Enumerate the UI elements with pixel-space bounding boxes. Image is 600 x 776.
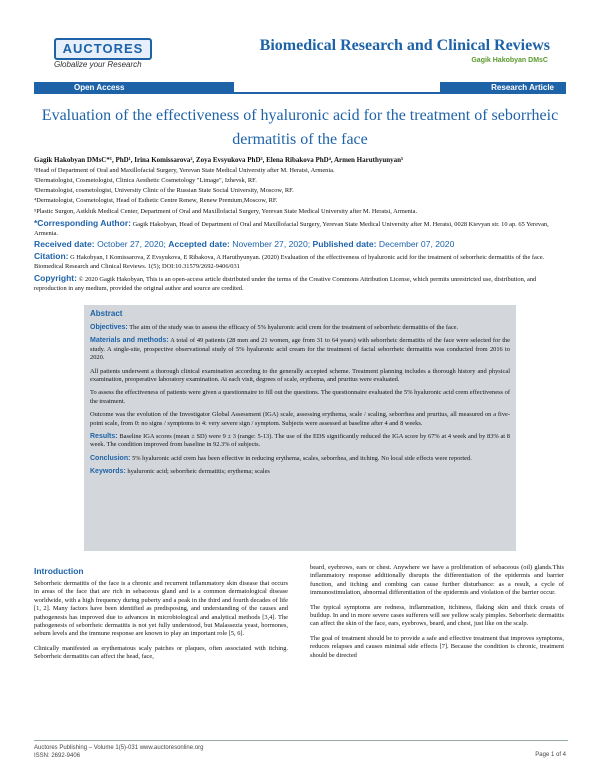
- published-date: December 07, 2020: [378, 239, 455, 249]
- conclusion-label: Conclusion:: [90, 454, 131, 462]
- copyright: [34, 274, 568, 293]
- introduction-heading: Introduction: [34, 566, 84, 576]
- article-type-bar: Research Article: [440, 82, 566, 94]
- affiliation-3: ³Dermatologist, cosmetologist, University Clinic of the Russian State Social University, Moscow, RF.: [34, 187, 294, 194]
- body-paragraph: beard, eyebrows, ears or chest. Anywhere we have a proliferation of sebaceous (oil) glands.This inflammatory response additionally disrupts the differentiation of the epidermis and barrier function, and itching and combing can cause further disturbance: as a result, a cycle of immunostimulation, abnormal differentiation of the epidermis and violation of the barrier occur.: [310, 564, 564, 597]
- results-label: Results:: [90, 433, 118, 441]
- abstract-keywords: [90, 468, 510, 476]
- abstract-box: [84, 305, 516, 551]
- body-paragraph: The typical symptoms are redness, inflammation, itchiness, flaking skin and thick crusts of buildup. In and in more severe cases sufferers will see yellow scaly pimples. Seborrheic dermatitis can affect the skin of the face, ears, eyebrows, beard, and chest, just like on the scalp.: [310, 603, 564, 628]
- received-date: October 27, 2020;: [97, 239, 166, 249]
- affiliation-5: ⁵Plastic Surgon, Astkhik Medical Center, Department of Oral and Maxillofacial Surgery, Yerevan State Medical University after M. Heratsi, Armenia.: [34, 208, 418, 215]
- abstract-paragraph: To assess the effectiveness of patients were given a questionnaire to fill out the questions. The questionnaire evaluated the 5% hyaluronic acid crem effectiveness of the treatment.: [90, 389, 510, 405]
- affiliation-1: ¹Head of Department of Oral and Maxillofacial Surgery, Yerevan State Medical University after M. Heratsi, Armenia.: [34, 167, 335, 174]
- abstract-conclusion: [90, 455, 510, 463]
- page-header: [0, 0, 600, 84]
- journal-running-author: Gagik Hakobyan DMsC: [471, 57, 548, 64]
- citation: [34, 252, 568, 271]
- footer-issn: ISSN: 2692-9406: [34, 753, 81, 759]
- body-column-right: [310, 564, 564, 666]
- citation-text[interactable]: G Hakobyan, I Komissarova, Z Evsyukova, E Ribakova, A Haruthyunyan. (2020) Evaluation of the effectiveness of hyaluronic acid for the treatment of seborrheic dermatitis of the face. Biomedical Research and Clinical Reviews. 1(5); DOI:10.31579/2692-9406/031: [34, 254, 545, 270]
- methods-label: Materials and methods:: [90, 337, 169, 345]
- accepted-date: November 27, 2020;: [232, 239, 311, 249]
- logo-text: AUCTORES: [62, 41, 144, 56]
- body-column-left: [34, 580, 288, 668]
- body-paragraph: Seborrheic dermatitis of the face is a chronic and recurrent inflammatory skin disease that occurs in areas of the face that are rich in sebaceous gland and is a common dermatological disease worldwide, with a high frequency during puberty and a peak in the third and fourth decades of life [1, 2]. Many factors have been identified as predisposing, and understanding of the causes and pathogenesis has improved due to advances in microbiological and analytical methods [3,4]. The pathogenesis of seborrheic dermatitis is not yet fully understood, but Malassezia yeast, hormones, sebum levels and the immune response are known to play an important role [5, 6].: [34, 580, 288, 638]
- open-access-bar: Open Access: [34, 82, 234, 94]
- abstract-methods: [90, 337, 510, 362]
- abstract-paragraph: All patients underwent a thorough clinical examination according to the generally accepted scheme. Treatment planning includes a thorough history and physical examination, preoperative laboratory examination. At each visit, degrees of scale, erythema, and pruritus were evaluated.: [90, 367, 510, 384]
- header-divider: [234, 92, 440, 94]
- footer-divider: [34, 740, 568, 741]
- corresponding-author: [34, 219, 568, 238]
- copyright-label: Copyright:: [34, 273, 77, 283]
- footer-publisher[interactable]: Auctores Publishing – Volume 1(5)-031 www.auctoresonline.org: [34, 745, 204, 751]
- conclusion-text: 5% hyaluronic acid crem has been effective in reducing erythema, scales, seborrhea, and itching. No local side effects were reported.: [132, 454, 472, 462]
- keywords-label: Keywords:: [90, 468, 126, 476]
- objectives-label: Objectives:: [90, 324, 128, 331]
- abstract-results: [90, 433, 510, 450]
- corresponding-text: Gagik Hakobyan, Head of Department of Oral and Maxillofacial Surgery, Yerevan State Medical University after M. Heratsi, 0028 Kievyan str. 10 ap. 65 Yerevan, Armenia.: [34, 221, 549, 237]
- keywords-text: hyaluronic acid; seborrheic dermatitis; erythema; scales: [127, 468, 270, 476]
- publication-dates: [34, 239, 574, 249]
- methods-text: A total of 49 patients (28 men and 21 women, age from 31 to 64 years) with seborrheic dermatitis of the face were selected for the study. A single-site, prospective observational study of 5% hyaluronic acid cream for the treatment of facial seborrheic dermatitis was conducted from 2016 to 2020.: [90, 337, 510, 362]
- received-label: Received date:: [34, 239, 95, 249]
- published-label: Published date:: [312, 239, 377, 249]
- results-text: Baseline IGA scores (mean ± SD) were 9 ± 3 (range: 5-13). The use of the EDS significantly reduced the IGA score by 67% at 4 week and by 83% at 8 week. The condition improved from baseline in 92.3% of subjects.: [90, 433, 510, 449]
- affiliation-2: ²Dermatologist, Cosmetologist, Clinica Aesthetic Cosmetology "Limage", Izhevsk, RF.: [34, 177, 257, 184]
- page-footer: [34, 744, 203, 760]
- copyright-text: © 2020 Gagik Hakobyan, This is an open-access article distributed under the terms of the Creative Commons Attribution License, which permits unrestricted use, distribution, and reproduction in any medium, provided the original author and source are credited.: [34, 276, 537, 292]
- body-paragraph: Clinically manifested as erythematous scaly patches or plaques, often associated with itching. Seborrheic dermatitis can affect the head, face,: [34, 644, 288, 661]
- affiliation-4: ⁴Dermatologist, Cosmetologist, Head of Esthetic Centre Renew, Renew Premium,Moscow, RF.: [34, 197, 278, 204]
- author-list: Gagik Hakobyan DMsC*¹, PhD¹, Irina Komissarova², Zoya Evsyukova PhD³, Elena Ribakova PhD⁴, Armen Haruthyunyan⁵: [34, 156, 404, 164]
- publisher-logo[interactable]: [54, 38, 152, 60]
- journal-title: Biomedical Research and Clinical Reviews: [259, 37, 550, 54]
- corresponding-label: *Corresponding Author:: [34, 218, 131, 228]
- objectives-text: The aim of the study was to assess the efficacy of 5% hyaluronic acid crem for the treatment of seborrheic dermatitis of the face.: [129, 324, 459, 331]
- citation-label: Citation:: [34, 251, 69, 261]
- accepted-label: Accepted date:: [168, 239, 230, 249]
- publisher-tagline: Globalize your Research: [54, 60, 142, 69]
- page-number: Page 1 of 4: [535, 752, 566, 758]
- body-paragraph: The goal of treatment should be to provide a safe and effective treatment that improves symptoms, reduces relapses and causes minimal side effects [7]. Because the condition is chronic, treatment should be directed: [310, 634, 564, 659]
- abstract-heading: Abstract: [90, 309, 123, 318]
- article-title: Evaluation of the effectiveness of hyaluronic acid for the treatment of seborrheic dermatitis of the face: [41, 107, 559, 148]
- abstract-paragraph: Outcome was the evolution of the Investigator Global Assessment (IGA) scale, assessing erythema, scale / scaling, seborrhea and pruritus, all measured on a five-point scale, from 0: no signs / symptoms to 4: very severe sign / symptom. Subjects were assessed at baseline after 4 and 8 weeks.: [90, 411, 510, 427]
- abstract-objectives: [90, 324, 510, 332]
